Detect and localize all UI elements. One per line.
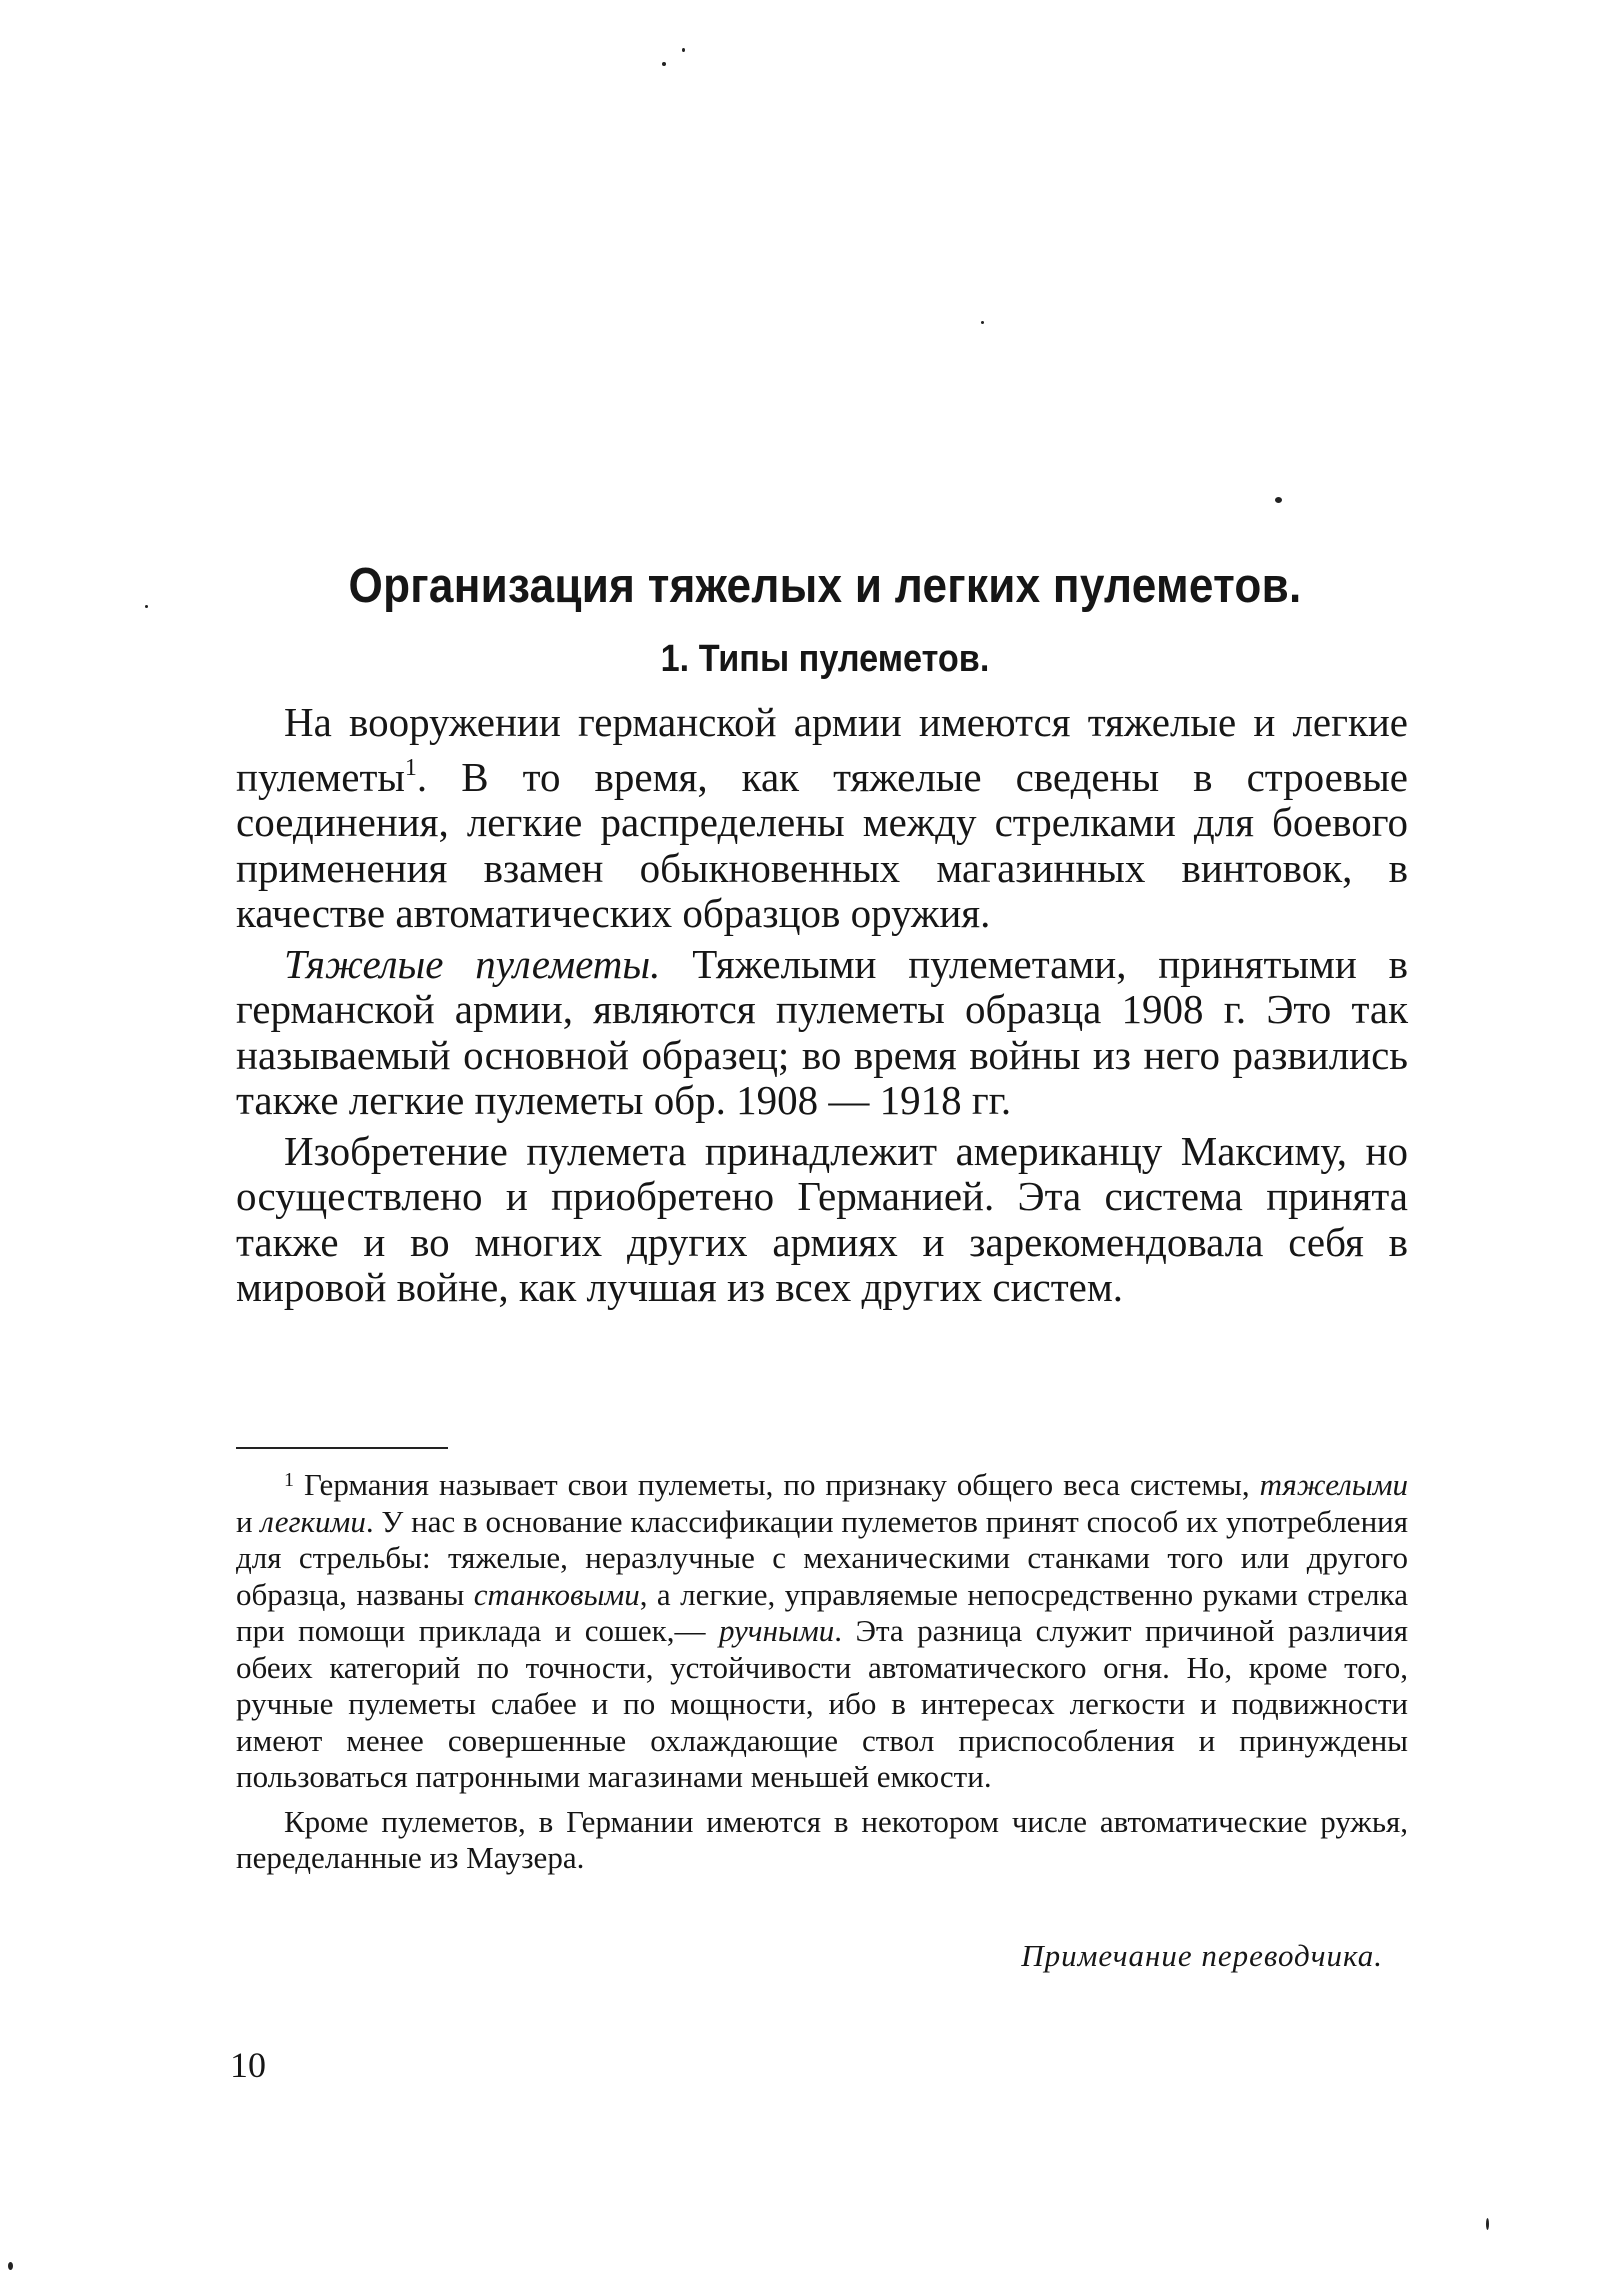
footnote-italic-term: тяжелыми <box>1259 1467 1408 1502</box>
page-number: 10 <box>230 2045 266 2085</box>
scan-speck <box>145 605 148 608</box>
section-title: 1. Типы пулеметов. <box>660 638 990 680</box>
footnote-1 <box>236 1462 1408 1796</box>
main-text <box>236 700 1408 1311</box>
paragraph-3: Изобретение пулемета принадлежит американцу Максиму, но осуществлено и приобретено Германией. Эта система принята также и во многих других армиях и зарекомендовала себя в мировой войне, как лучшая из всех других систем. <box>236 1127 1408 1310</box>
footnote-italic-term: станковыми <box>473 1576 640 1612</box>
footnote-text: и <box>236 1503 261 1539</box>
footnote-italic-term: легкими <box>260 1503 366 1539</box>
footnote-text: . Эта разница служит причиной различия обеих категорий по точности, устойчивости автоматического огня. Но, кроме того, ручные пулеметы слабее и по мощности, ибо в интересах легкости и подвижности имеют менее совершенные охлаждающие ствол приспособления и принуждены пользоваться патронными магазинами меньшей емкости. <box>236 1613 1408 1794</box>
footnote-paragraph-2: Кроме пулеметов, в Германии имеются в некотором числе автоматические ружья, переделанные из Маузера. <box>236 1803 1408 1875</box>
scan-speck <box>8 2262 13 2270</box>
translator-note-signature: Примечание переводчика. <box>1021 1938 1383 1973</box>
footnote-italic-term: ручными <box>718 1613 835 1648</box>
footnote-marker: 1 <box>284 1469 294 1491</box>
paragraph-1 <box>236 700 1408 937</box>
scan-speck <box>1275 497 1282 503</box>
paragraph-1-end: . В то время, как тяжелые сведены в строевые соединения, легкие распределены между стрелками для боевого применения взамен обыкновенных магазинных винтовок, в качестве автоматических образцов оружия. <box>236 753 1408 936</box>
paragraph-2 <box>236 942 1408 1124</box>
footnote-text: . У нас в основание классификации пулеметов принят способ их употребления для стрельбы: тяжелые, неразлучные с механическими станками того или другого образца, названы <box>236 1503 1409 1612</box>
footnote-text: Германия называет свои пулеметы, по признаку общего веса системы, <box>304 1467 1260 1502</box>
scan-speck <box>682 48 685 52</box>
scan-speck <box>1486 2218 1489 2230</box>
chapter-title: Организация тяжелых и легких пулеметов. <box>348 559 1302 613</box>
footnote-block <box>236 1462 1408 1877</box>
scan-speck <box>662 62 666 66</box>
paragraph-1-start: На вооружении германской армии имеются тяжелые и легкие пулеметы <box>236 699 1408 800</box>
footnote-divider <box>236 1447 448 1449</box>
footnote-reference: 1 <box>404 754 417 781</box>
footnote-text: , а легкие, управляемые непосредственно руками стрелка при помощи приклада и сошек,— <box>236 1576 1408 1648</box>
paragraph-2-text: Тяжелыми пулеметами, принятыми в германской армии, являются пулеметы образца 1908 г. Это так называемый основной образец; во время войны из него развились также легкие пулеметы обр. 1908 — 1918 гг. <box>236 940 1408 1123</box>
scan-speck <box>981 321 984 324</box>
heavy-mg-heading: Тяжелые пулеметы. <box>284 940 661 987</box>
